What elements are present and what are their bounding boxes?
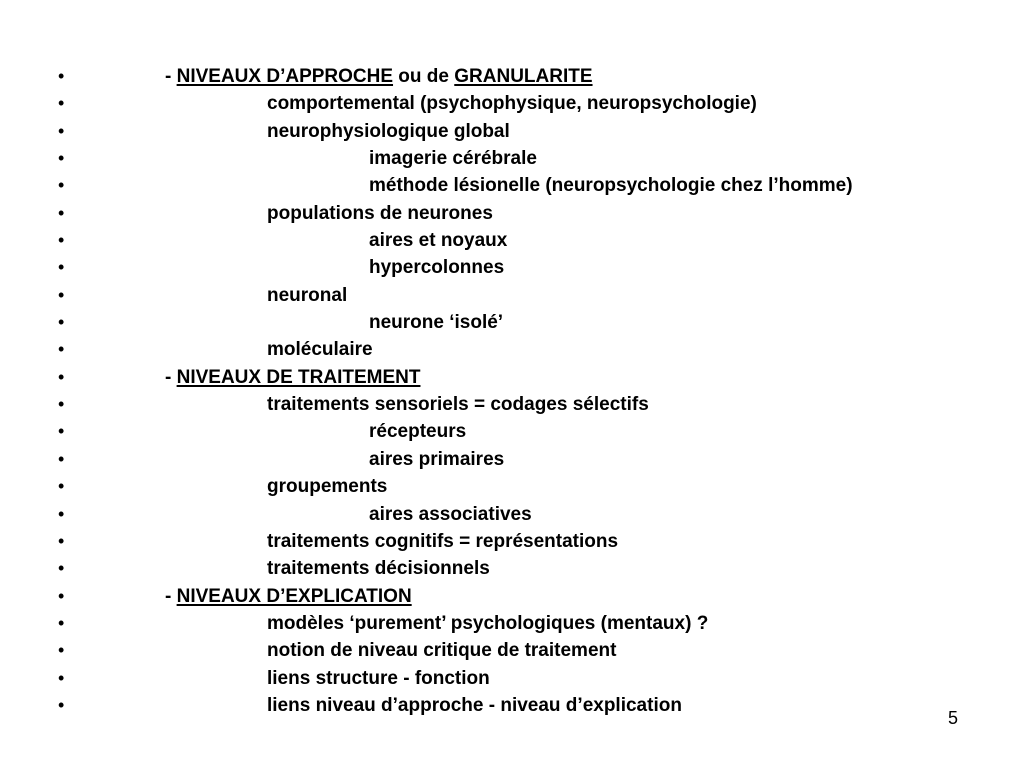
bullet-icon: • (58, 640, 65, 661)
item-label: récepteurs (369, 421, 467, 443)
line-text (369, 501, 532, 528)
bullet-icon: • (58, 394, 65, 415)
bullet-icon: • (58, 175, 65, 196)
list-item (0, 473, 1024, 500)
item-label: neuronal (267, 284, 348, 306)
item-label: neurone ‘isolé’ (369, 312, 504, 334)
list-item (0, 172, 1024, 199)
list-item (0, 528, 1024, 555)
list-item (0, 692, 1024, 719)
bullet-icon: • (58, 421, 65, 442)
list-item (0, 336, 1024, 363)
line-text (369, 418, 466, 445)
item-label: méthode lésionelle (neuropsychologie chez l’homme) (369, 175, 853, 197)
list-item (0, 418, 1024, 445)
line-text (165, 583, 412, 610)
list-item (0, 391, 1024, 418)
item-label: traitements sensoriels = codages sélectifs (267, 394, 649, 416)
line-text (267, 555, 490, 582)
line-text (267, 391, 649, 418)
item-label: moléculaire (267, 339, 373, 361)
list-item (0, 282, 1024, 309)
bullet-icon: • (58, 148, 65, 169)
line-text (267, 528, 618, 555)
list-item (0, 555, 1024, 582)
bullet-icon: • (58, 503, 65, 524)
heading-title-2: GRANULARITE (454, 66, 593, 87)
line-text (369, 145, 537, 172)
heading-dash: - (165, 585, 177, 607)
item-label: aires et noyaux (369, 230, 508, 252)
line-text (267, 200, 493, 227)
item-label: aires associatives (369, 503, 532, 525)
item-label: groupements (267, 476, 388, 498)
section-heading (0, 63, 1024, 90)
item-label: aires primaires (369, 448, 505, 470)
bullet-icon: • (58, 66, 65, 86)
item-label: traitements décisionnels (267, 558, 490, 580)
bullet-icon: • (58, 558, 65, 579)
section-heading (0, 364, 1024, 391)
heading-title: NIVEAUX D’APPROCHE (176, 66, 394, 87)
list-item (0, 90, 1024, 117)
item-label: neurophysiologique global (267, 120, 510, 142)
bullet-icon: • (58, 530, 65, 551)
bullet-icon: • (58, 230, 65, 251)
line-text (267, 118, 510, 145)
list-item (0, 200, 1024, 227)
list-item (0, 501, 1024, 528)
bullet-icon: • (58, 585, 65, 606)
line-text (369, 309, 503, 336)
item-label: notion de niveau critique de traitement (267, 640, 617, 662)
line-text (267, 90, 757, 117)
bullet-icon: • (58, 476, 65, 497)
list-item (0, 446, 1024, 473)
line-text (267, 282, 347, 309)
bullet-icon: • (58, 339, 65, 360)
item-label: hypercolonnes (369, 257, 505, 279)
bullet-icon: • (58, 694, 65, 715)
line-text (369, 446, 504, 473)
item-label: traitements cognitifs = représentations (267, 530, 619, 552)
bullet-icon: • (58, 202, 65, 223)
list-item (0, 227, 1024, 254)
line-text (267, 473, 387, 500)
item-label: imagerie cérébrale (369, 148, 537, 170)
list-item (0, 309, 1024, 336)
bullet-icon: • (58, 312, 65, 333)
item-label: liens structure - fonction (267, 667, 490, 689)
heading-title: NIVEAUX D’EXPLICATION (176, 585, 412, 607)
line-text (267, 336, 373, 363)
list-item (0, 254, 1024, 281)
heading-dash: - (165, 366, 177, 388)
line-text (267, 665, 490, 692)
list-item (0, 145, 1024, 172)
list-item (0, 665, 1024, 692)
bullet-icon: • (58, 284, 65, 305)
line-text (369, 254, 504, 281)
section-heading (0, 583, 1024, 610)
line-text (369, 172, 853, 199)
list-item (0, 610, 1024, 637)
bullet-icon: • (58, 612, 65, 633)
list-item (0, 118, 1024, 145)
bullet-icon: • (58, 257, 65, 278)
heading-title: NIVEAUX DE TRAITEMENT (176, 366, 421, 388)
line-text (165, 63, 593, 90)
item-label: liens niveau d’approche - niveau d’explication (267, 694, 682, 716)
heading-connector: ou de (393, 66, 455, 87)
item-label: populations de neurones (267, 202, 493, 224)
line-text (369, 227, 507, 254)
line-text (165, 364, 420, 391)
heading-dash: - (165, 66, 177, 87)
list-item (0, 637, 1024, 664)
bullet-icon: • (58, 93, 65, 114)
item-label: comportemental (psychophysique, neuropsychologie) (267, 93, 757, 115)
line-text (267, 637, 616, 664)
line-text (267, 610, 708, 637)
line-text (267, 692, 682, 719)
bullet-icon: • (58, 667, 65, 688)
bullet-icon: • (58, 120, 65, 141)
bullet-icon: • (58, 366, 65, 387)
item-label: modèles ‘purement’ psychologiques (mentaux) ? (267, 612, 709, 634)
bullet-icon: • (58, 448, 65, 469)
page-number: 5 (948, 708, 959, 728)
bullet-list (0, 63, 1024, 719)
